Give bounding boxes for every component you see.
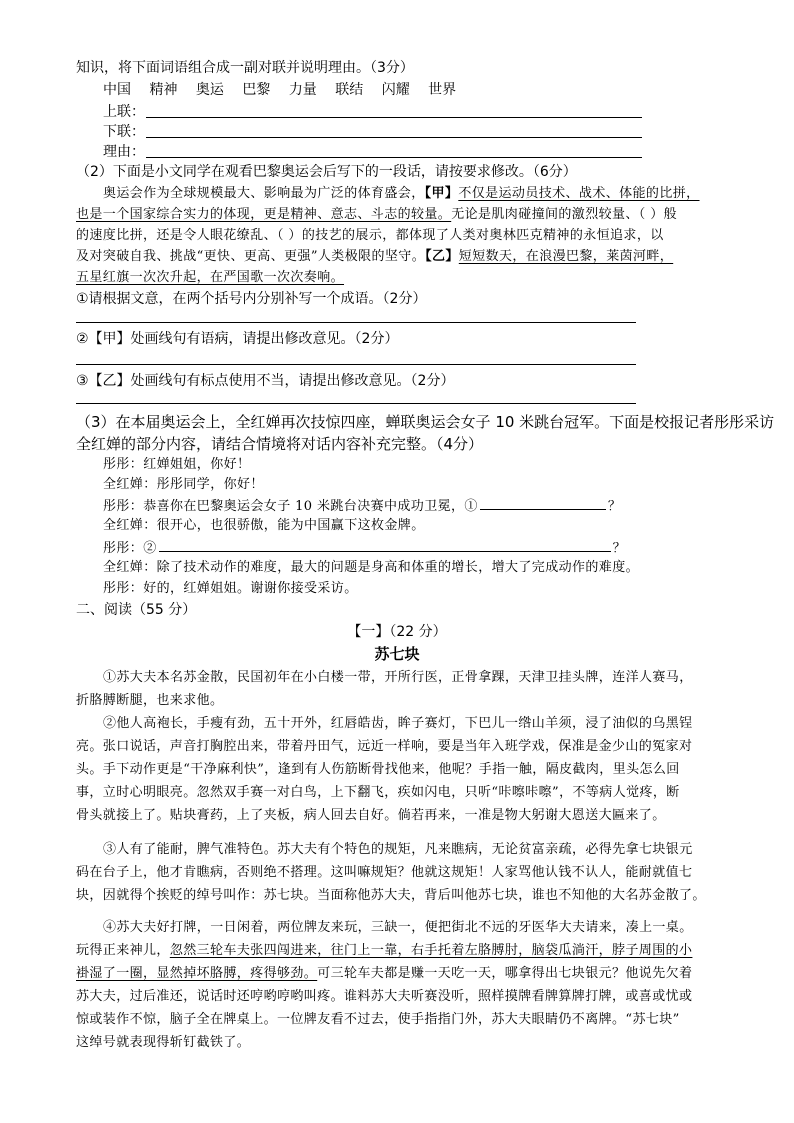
passage-text: 及对突破自我、挑战“更快、更高、更强”人类极限的坚守。 xyxy=(76,249,426,264)
section-heading: 二、阅读（55 分） xyxy=(76,602,197,618)
jia-underlined-text: 也是一个国家综合实力的体现，更是精神、意志、斗志的较量。 xyxy=(76,207,452,222)
passage-line xyxy=(103,184,700,204)
dialogue-line: 彤彤：红婵姐姐，你好！ xyxy=(103,457,251,472)
dialogue-line xyxy=(103,495,621,517)
story-line: 码在台子上，他才肯瞧病，否则绝不搭理。这叫嘛规矩？他就这规矩！人家骂他认钱不认人，能耐就值七 xyxy=(76,865,693,880)
story-line xyxy=(76,964,692,984)
story-line: 苏大夫，过后准还，说话时还哼哟哼哟叫疼。谁料苏大夫听赛没听，照样摸牌看牌算牌打牌，或喜或忧或 xyxy=(76,989,693,1004)
yi-marker: 【乙】 xyxy=(425,249,459,264)
answer-line[interactable] xyxy=(76,322,636,323)
q3-title-line2: 全红婵的部分内容，请结合情境将对话内容补充完整。（4分） xyxy=(76,435,484,453)
q3-title-line1: （3）在本届奥运会上，全红婵再次技惊四座，蝉联奥运会女子 10 米跳台冠军。下面是校报记者彤彤采访 xyxy=(76,413,775,431)
passage-text: 无论是肌肉碰撞间的激烈较量、（ ）般 xyxy=(451,207,678,222)
answer-line[interactable] xyxy=(76,364,636,365)
word: 世界 xyxy=(428,82,457,98)
question-mark: ？ xyxy=(612,541,627,556)
upper-couplet-label: 上联： xyxy=(103,104,145,120)
word: 奥运 xyxy=(195,82,224,98)
part-heading: 【一】（22 分） xyxy=(347,624,447,640)
lower-couplet-label: 下联： xyxy=(103,124,145,140)
dialogue-text: 彤彤：恭喜你在巴黎奥运会女子 10 米跳台决赛中成功卫冕，① xyxy=(103,499,478,514)
story-line xyxy=(76,941,692,961)
dialogue-line: 彤彤：好的，红婵姐姐。谢谢你接受采访。 xyxy=(103,581,358,596)
question-intro: 知识，将下面词语组合成一副对联并说明理由。（3分） xyxy=(76,60,414,76)
sub-question-3: ③【乙】处画线句有标点使用不当，请提出修改意见。（2分） xyxy=(76,373,455,389)
story-line: 这绰号就表现得斩钉截铁了。 xyxy=(76,1035,251,1050)
story-line: ③人有了能耐，脾气准特色。苏大夫有个特色的规矩，凡来瞧病，无论贫富亲疏，必得先拿七块银元 xyxy=(103,842,693,857)
story-text: 玩得正来神儿， xyxy=(76,943,170,958)
story-line: 惊或装作不惊，脑子全在牌桌上。一位牌友看不过去，使手指指门外，苏大夫眼睛仍不离牌。“苏七块” xyxy=(76,1012,680,1027)
jia-underlined-text: 不仅是运动员技术、战术、体能的比拼， xyxy=(458,186,700,201)
reason-line[interactable] xyxy=(146,157,642,158)
story-line: 骨头就接上了。贴块膏药，上了夹板，病人回去自好。倘若再来，一准是物大躬谢大恩送大匾来了。 xyxy=(76,808,666,823)
yi-underlined-text: 短短数天，在浪漫巴黎，莱茵河畔， xyxy=(458,249,674,264)
passage-line xyxy=(76,247,673,267)
passage-line xyxy=(76,205,677,225)
story-line: ④苏大夫好打牌，一日闲着，两位牌友来玩，三缺一，便把街北不远的牙医华大夫请来，凑上一桌。 xyxy=(103,920,693,935)
sub-question-2: ②【甲】处画线句有语病，请提出修改意见。（2分） xyxy=(76,331,399,347)
word: 力量 xyxy=(288,82,317,98)
story-line: ②他人高袍长，手瘦有劲，五十开外，红唇皓齿，眸子赛灯，下巴儿一绺山羊须，浸了油似的乌黑锃 xyxy=(103,716,693,731)
story-line: 亮。张口说话，声音打胸腔出来，带着丹田气，远近一样响，要是当年入班学戏，保准是金少山的冤家对 xyxy=(76,739,693,754)
story-line: 块，因就得个挨贬的绰号叫作：苏七块。当面称他苏大夫，背后叫他苏七块，谁也不知他的大名苏金散了。 xyxy=(76,888,706,903)
story-title: 苏七块 xyxy=(374,645,420,663)
question-mark: ？ xyxy=(607,499,622,514)
passage-text: 奥运会作为全球规模最大、影响最为广泛的体育盛会， xyxy=(103,186,425,201)
passage-line xyxy=(76,268,344,288)
upper-couplet-line[interactable] xyxy=(146,117,642,118)
answer-blank-1[interactable] xyxy=(480,495,606,510)
story-line: 事，立时心明眼亮。忽然双手赛一对白鸟，上下翻飞，疾如闪电，只听“咔嚓咔嚓”，不等病人觉疼，断 xyxy=(76,785,680,800)
yi-underlined-text: 五星红旗一次次升起，在严国歌一次次奏响。 xyxy=(76,270,345,285)
word-list xyxy=(103,80,470,100)
sub-question-1: ①请根据文意，在两个括号内分别补写一个成语。（2分） xyxy=(76,291,427,307)
story-line: ①苏大夫本名苏金散，民国初年在小白楼一带，开所行医，正骨拿踝，天津卫挂头牌，连洋人赛马， xyxy=(103,670,693,685)
answer-line[interactable] xyxy=(76,403,636,404)
dialogue-line: 全红婵：除了技术动作的难度，最大的问题是身高和体重的增长，增大了完成动作的难度。 xyxy=(103,560,640,575)
word: 闪耀 xyxy=(381,82,410,98)
story-text: 可三轮车夫都是赚一天吃一天，哪拿得出七块银元？他说先欠着 xyxy=(317,966,693,981)
dialogue-line: 全红婵：彤彤同学，你好！ xyxy=(103,477,264,492)
dialogue-line: 全红婵：很开心，也很骄傲，能为中国赢下这枚金牌。 xyxy=(103,518,425,533)
q2-title: （2）下面是小文同学在观看巴黎奥运会后写下的一段话，请按要求修改。（6分） xyxy=(76,164,577,180)
answer-blank-2[interactable] xyxy=(159,537,611,552)
word: 精神 xyxy=(149,82,178,98)
dialogue-text: 彤彤：② xyxy=(103,541,157,556)
passage-line: 的速度比拼，还是令人眼花缭乱、（ ）的技艺的展示，都体现了人类对奥林匹克精神的永恒追求，以 xyxy=(76,228,664,243)
lower-couplet-line[interactable] xyxy=(146,137,642,138)
story-line: 头。手下动作更是“干净麻利快”，逢到有人伤筋断骨找他来，他呢？手指一触，隔皮截肉，里头怎么回 xyxy=(76,762,680,777)
story-line: 折胳膊断腿，也来求他。 xyxy=(76,693,224,708)
reason-label: 理由： xyxy=(103,144,145,160)
underlined-story-text: 褂湿了一圈，显然掉坏胳膊，疼得够劲。 xyxy=(76,966,318,981)
dialogue-line xyxy=(103,537,626,559)
word: 中国 xyxy=(103,82,131,98)
jia-marker: 【甲】 xyxy=(424,186,459,201)
underlined-story-text: 忽然三轮车夫张四闯进来，往门上一靠，右手托着左胳膊肘，脑袋瓜淌汗，脖子周围的小 xyxy=(169,943,693,958)
word: 巴黎 xyxy=(242,82,271,98)
word: 联结 xyxy=(335,82,364,98)
